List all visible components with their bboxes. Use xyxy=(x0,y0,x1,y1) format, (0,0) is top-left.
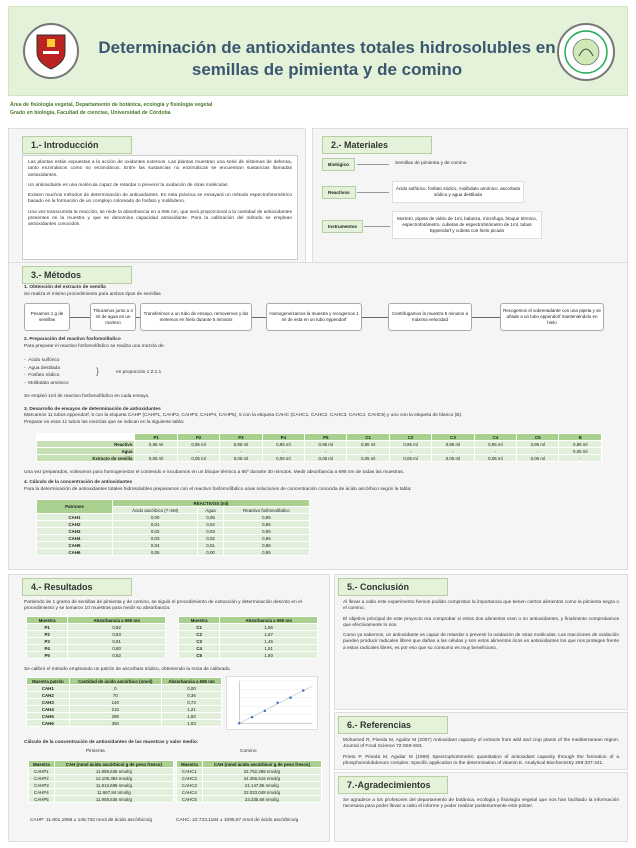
connector-line xyxy=(364,226,390,227)
table-row: CAH2 0,01 0,04 0,95 xyxy=(37,521,310,528)
resultados-heading: 4.- Resultados xyxy=(22,578,132,596)
s1-title: 1. Obtención del extracto de semilla xyxy=(24,285,106,290)
trendline xyxy=(239,686,312,723)
flow-arrow xyxy=(70,317,90,318)
material-tag-instrumentos: Instrumentos xyxy=(322,220,363,233)
col-header: Cantidad de ácido ascórbico (nmol) xyxy=(69,678,161,685)
table-row: CAH5 0,04 0,01 0,95 xyxy=(37,542,310,549)
table-row: P4 0,80 xyxy=(27,645,166,652)
table-row: CAH1 0 0,00 xyxy=(27,685,222,692)
tubes-table xyxy=(36,433,602,462)
material-value-instrumentos: Mortero, pipeta de vidrio de 1ml, balanza, microfuga, bloque térmico, espectrofotómetro, cubetas de espectrofotómetro de 1ml, tubos Eppendorf y cubeta con hielo picado xyxy=(392,211,542,239)
table-row: CAH5 280 1,50 xyxy=(27,713,222,720)
patrones-table xyxy=(36,499,310,556)
mean-comino: CAHC: 22.723,1184 ± 1096,87 nmol de ácido ascórbico/g xyxy=(176,818,299,823)
s2-end: Se empleó 1ml de reactivo fosfomolíbdico en cada ensayo. xyxy=(24,394,150,399)
connector-line xyxy=(357,164,389,165)
table-row: CAH4 210 1,21 xyxy=(27,706,222,713)
table-row: CAH6 350 1,93 xyxy=(27,720,222,727)
s3-title: 3. Desarrollo de ensayos de determinación de antioxidantes xyxy=(24,407,161,412)
material-tag-biologico: Biológico xyxy=(322,158,355,171)
col-header: Muestra patrón xyxy=(27,678,70,685)
table-row: CAHP4 11.667,84 nmol/g xyxy=(29,789,174,796)
calib-text: Se calibró el método empleando un patrón de ascorbato sódico, obteniendo la recta de calibrado. xyxy=(24,667,231,672)
data-point xyxy=(289,697,292,700)
table-row: CAH2 70 0,36 xyxy=(27,692,222,699)
col-header: P2 xyxy=(177,434,219,441)
table-row: CAH6 0,05 0,00 0,95 xyxy=(37,549,310,556)
table-row: Agua - - - - - - - - - - 0,05 ml xyxy=(37,448,602,455)
table-row: P2 0,83 xyxy=(27,631,166,638)
col-header: C4 xyxy=(474,434,516,441)
data-point xyxy=(264,710,267,713)
abs-pimienta-table xyxy=(26,616,166,659)
s4-title: 4. Cálculo de la concentración de antioxidantes xyxy=(24,480,133,485)
table-row: CAHC3 21.147,96 nmol/g xyxy=(177,782,322,789)
table-row: Reactivo 0,95 ml 0,95 ml 0,95 ml 0,95 ml 0,95 ml 0,95 ml 0,95 ml 0,95 ml 0,95 ml 0,95 ml 0,95 ml xyxy=(37,441,602,448)
conclusion-text: Al llevar a cabo este experimento hemos podido comprobar la importancia que tienen ciertos alimentos como la pimienta negra o el comino. El objetivo principal de este proyecto era comprobar si estos dos alimentos eran o no antioxidantes, y finalmente comprobamos que efectivamente lo son. Como ya sabemos, un antioxidante es capaz de retardar o prevenir la oxidación de otras moléculas. Las reacciones de oxidación pueden producir radicales libres que dañan a las células y son estos alimentos ricos en antioxidantes los que nos protegen frente a estos radicales libres, es por eso que su consumo es muy beneficioso. xyxy=(343,600,619,651)
col-header: P4 xyxy=(262,434,304,441)
mean-pimienta: CAHP: 11.901,1968 ± 148,732 nmol de ácido ascórbico/g xyxy=(30,818,153,823)
col-header: Patrones xyxy=(37,500,113,514)
data-point xyxy=(302,689,305,692)
resultados-intro: Partiendo de 1 gramo de semillas de pimienta y de comino, se siguió el procedimiento de extracción y determinación descrito en el procedimiento y se tomaron 10 muestras para medir su absorbancia: xyxy=(24,600,302,611)
materiales-heading: 2.- Materiales xyxy=(322,136,432,154)
table-row: CAHC1 22.752,288 nmol/g xyxy=(177,768,322,775)
table-row: CAH1 0,00 0,05 0,95 xyxy=(37,514,310,521)
data-point xyxy=(276,701,279,704)
s3-after: Una vez preparados, volteamos para homogeneizar el contenido e incubamos en un bloque térmico a 65º durante 30 minutos. Medir absorbancia a 695 nm de todas las muestras. xyxy=(24,470,405,475)
agradecimientos-text: Se agradece a los profesores del departamento de botánica, ecología y fisiología vegetal que nos han facilitado la información necesaria para poder llevar a cabo el informe y poder realizar posteriormente este póster. xyxy=(343,798,619,810)
chart-axes xyxy=(239,681,312,723)
material-value-biologico: Semillas de pimienta y de comino xyxy=(395,161,467,166)
data-point xyxy=(251,716,254,719)
university-crest-logo xyxy=(23,23,79,79)
s2-title: 2. Preparación del reactivo fosfomolíbdico xyxy=(24,337,121,342)
flow-step-2: Trituramos junto a 4 ml de agua en un mortero xyxy=(90,303,136,331)
table-row: C5 1,60 xyxy=(179,652,318,659)
flow-step-5: Centrifugamos la muestra 5 minutos a máxima velocidad xyxy=(388,303,472,331)
flow-step-1: Pesamos 1 g de semillas xyxy=(24,303,70,331)
flow-arrow xyxy=(472,317,500,318)
referencias-heading: 6.- Referencias xyxy=(338,716,448,734)
s3-text-2: Preparar en esos 11 tubos las mezclas que se indican en la siguiente tabla: xyxy=(24,420,185,425)
col-header: Absorbancia a 695 nm xyxy=(161,678,221,685)
col-header: P3 xyxy=(220,434,262,441)
intro-text: Las plantas están expuestas a la acción de oxidantes externos. Las plantas muestran una serie de sistemas de defensa, tanto enzimáticos como no enzimáticos. Entre las sustancias no enzimáticas se encuentran sustancias llamadas antioxidantes. Un antioxidante es una molécula capaz de retardar o prevenir la oxidación de otras moléculas. Existen muchos métodos de determinación de antioxidantes. En esta práctica se ensayará un método espectrofotométrico basado en la formación de un complejo coloreado de fosfato y molibdeno. Una vez transcurrida la reacción, se mide la absorbancia en a 695 nm, que será proporcional a la cantidad de antioxidantes presentes en la muestra y que se denomina capacidad antioxidante. Para la calibración del método se emplean antioxidantes conocidos. xyxy=(22,155,298,260)
table-row: P1 0,82 xyxy=(27,624,166,631)
table-row: C1 1,56 xyxy=(179,624,318,631)
table-row: P5 0,82 xyxy=(27,652,166,659)
flow-arrow xyxy=(362,317,388,318)
table-row: C3 1,45 xyxy=(179,638,318,645)
data-point xyxy=(238,722,241,725)
col-header: REACTIVOS (ml) xyxy=(113,500,310,507)
table-row: CAHP2 12.105,384 nmol/g xyxy=(29,775,174,782)
col-header: Muestra xyxy=(179,617,220,624)
col-header: Muestra xyxy=(27,617,68,624)
col-header: Absorbancia a 695 nm xyxy=(220,617,318,624)
col-header: Muestra xyxy=(177,761,203,768)
flow-arrow xyxy=(252,317,266,318)
s2-list: - Ácido sulfúrico - Agua destilada - Fosfato sódico - Molibdato amónico xyxy=(24,358,69,386)
reference-item: Prieto P, Pineda M, Aguilar M (1999) Spectrophotometric quantitation of antioxidant capacity through the formation of a phosphomolubdenum complex: Specific application to the determination of vitamin E. Analytical Biochemistry 269:337-341. xyxy=(343,754,619,766)
header xyxy=(8,6,628,96)
conc-pimienta-table xyxy=(28,760,174,803)
referencias-list xyxy=(338,734,624,775)
table-row: CAH3 140 0,73 xyxy=(27,699,222,706)
table-row: CAHP3 11.813,688 nmol/g xyxy=(29,782,174,789)
affiliation: Área de fisiología vegetal, Departamento de botánica, ecología y fisiología vegetal Grado en biología, Facultad de ciencias, Universidad de Córdoba xyxy=(10,102,213,116)
table-row: C4 1,51 xyxy=(179,645,318,652)
material-value-reactivos: Ácido sulfúrico, fosfato sódico, molibdato amónico, ascorbato sódico y agua destilada xyxy=(392,181,524,203)
col-header: B xyxy=(559,434,602,441)
col-header: P5 xyxy=(305,434,347,441)
material-tag-reactivos: Reactivos xyxy=(322,186,356,199)
col-header: C3 xyxy=(432,434,474,441)
table-row: CAH3 0,02 0,03 0,95 xyxy=(37,528,310,535)
col-header: Reactivo fosfomolíbdico xyxy=(223,507,309,514)
faculty-seal-logo xyxy=(557,23,615,81)
intro-heading: 1.- Introducción xyxy=(22,136,132,154)
col-header: Muestra xyxy=(29,761,55,768)
calibration-chart xyxy=(226,676,318,730)
flow-step-4: Homogeneizamos la muestra y recogemos 1 ml de esta en un tubo eppendorf xyxy=(266,303,362,331)
connector-line xyxy=(357,192,389,193)
reference-item: Mohamed R, Pineda M, Aguilar M (2007) Antioxidant capacity of extracts from wild and crop plants of the mediterranean region. Journal of Food Science 72:S59-S63. xyxy=(343,738,619,750)
label-comino: Comino xyxy=(240,749,257,754)
flow-step-6: Recogemos el sobrenadante con una pipeta y se añade a un tubo eppendorf manteniéndolo en hielo xyxy=(500,303,604,331)
table-row: CAH4 0,03 0,02 0,95 xyxy=(37,535,310,542)
col-header: Ácido ascórbico (7 mM) xyxy=(113,507,198,514)
col-header: P1 xyxy=(135,434,177,441)
s3-text-1: Marcamos 11 tubos eppendorf, 5 con la etiqueta CAHP (CAHP1, CAHP2, CAHP3, CAHP4, CAHP5), 5 con la etiqueta CAHC (CAHC1, CAHC2, CAHC3, CAHC4, CAHC5) y uno con la etiqueta de blanco (B). xyxy=(24,413,463,418)
conclusion-heading: 5.- Conclusión xyxy=(338,578,448,596)
s4-text: Para la determinación de antioxidantes totales hidrosolubles preparamos con el reactivo fosfomolíbdico unas soluciones de concentración conocida de ácido ascórbico según la tabla: xyxy=(24,487,412,492)
table-row: CAHC2 24.356,616 nmol/g xyxy=(177,775,322,782)
col-header: Absorbancia a 695 nm xyxy=(68,617,166,624)
label-pimienta: Pimienta xyxy=(86,749,105,754)
abs-comino-table xyxy=(178,616,318,659)
metodos-heading: 3.- Métodos xyxy=(22,266,132,284)
col-header: Agua xyxy=(198,507,223,514)
col-header: C5 xyxy=(517,434,559,441)
agradecimientos-heading: 7.-Agradecimientos xyxy=(338,776,448,794)
table-row: Extracto de semilla 0,05 ml 0,05 ml 0,05 ml 0,05 ml 0,05 ml 0,05 ml 0,05 ml 0,05 ml 0,05 ml 0,05 ml - xyxy=(37,455,602,462)
col-header: CAH (nmol ácido ascórbico/ g de peso fresco) xyxy=(54,761,173,768)
flow-step-3: Transferimos a un tubo de ensayo, removemos y las metemos en hielo durante 5 minutos xyxy=(140,303,252,331)
table-row: CAHP5 11.959,536 nmol/g xyxy=(29,796,174,803)
col-header: CAH (nmol ácido ascórbico/ g de peso fresco) xyxy=(202,761,321,768)
table-row: C2 1,67 xyxy=(179,631,318,638)
col-header: C2 xyxy=(389,434,431,441)
table-row: P3 0,81 xyxy=(27,638,166,645)
table-row: CAHC4 22.023,048 nmol/g xyxy=(177,789,322,796)
s1-text: Se realiza el mismo procedimiento para ambos tipos de semillas xyxy=(24,292,161,297)
table-row: CAHC5 23.335,68 nmol/g xyxy=(177,796,322,803)
calib-table xyxy=(26,677,222,727)
s2-proportion: en proporción 1:2:1:1 xyxy=(116,370,162,375)
conc-comino-table xyxy=(176,760,322,803)
list-brace: } xyxy=(96,366,100,376)
col-header: C1 xyxy=(347,434,389,441)
poster-title: Determinación de antioxidantes totales hidrosolubles en semillas de pimienta y de comino xyxy=(98,38,556,79)
calc-title: Cálculo de la concentración de antioxidantes de las muestras y valor medio: xyxy=(24,740,199,745)
table-row: CAHP1 11.959,536 nmol/g xyxy=(29,768,174,775)
s2-text: Para preparar el reactivo fosfomolíbdico se realiza una mezcla de: xyxy=(24,344,165,349)
corner-cell xyxy=(37,434,135,441)
